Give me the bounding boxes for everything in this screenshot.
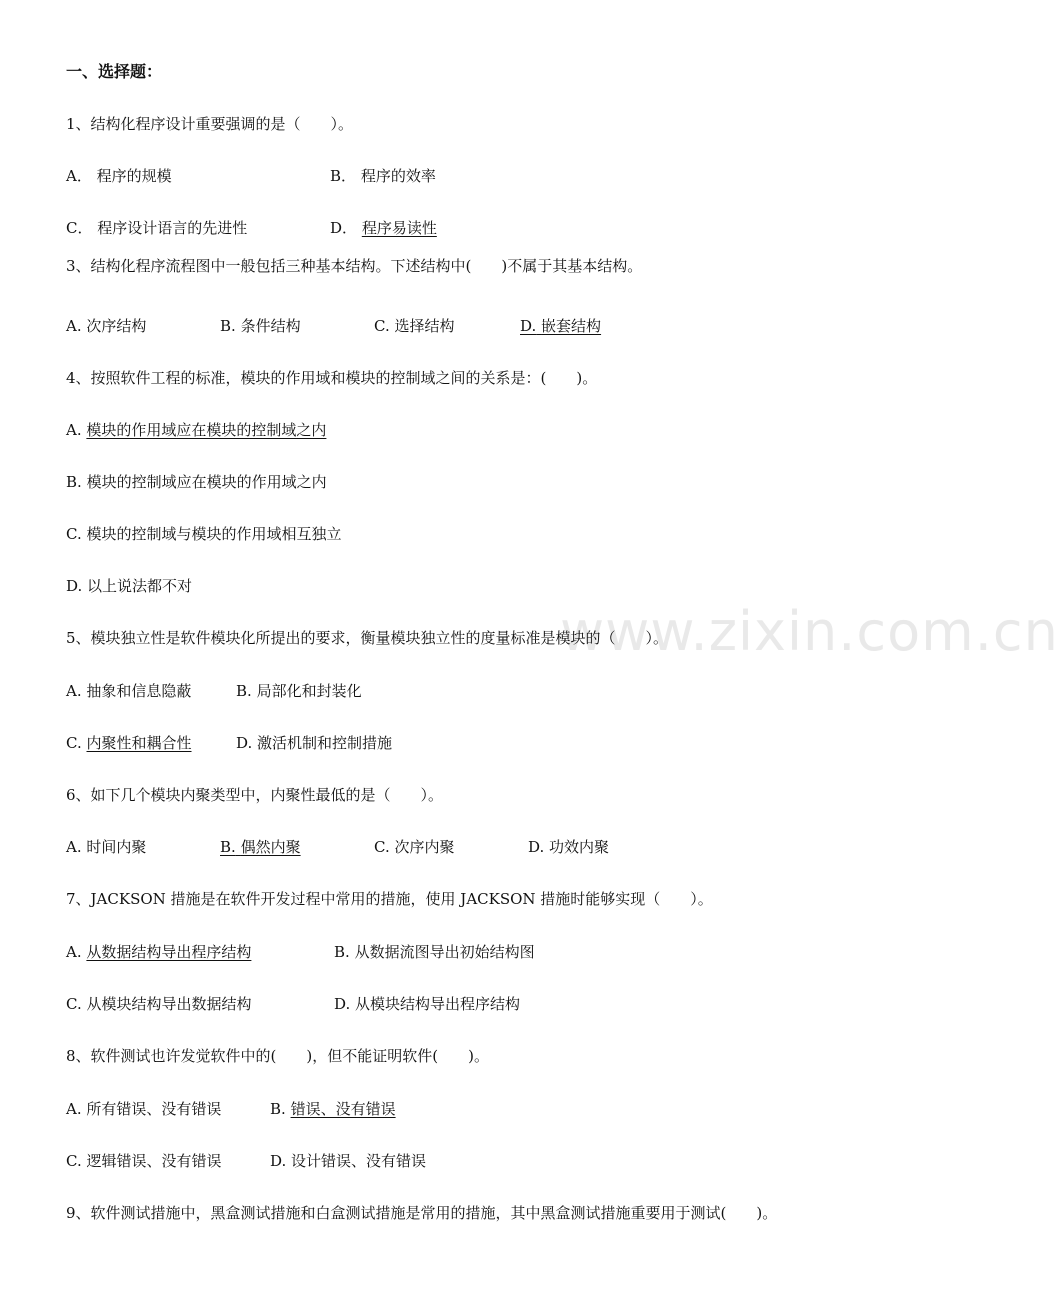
option-label: C. — [66, 525, 82, 543]
question-4-stem: 4、按照软件工程的标准，模块的作用域和模块的控制域之间的关系是：( )。 — [66, 369, 598, 387]
option-label: C. — [66, 1152, 82, 1170]
question-8-option-a — [66, 1099, 221, 1119]
question-4-option-d — [66, 576, 192, 596]
question-8-option-c — [66, 1151, 222, 1171]
option-text: 功效内聚 — [549, 838, 610, 856]
question-1-option-c — [66, 218, 247, 238]
question-3-option-b — [220, 316, 301, 336]
option-label: A. — [66, 838, 82, 856]
option-text: 选择结构 — [394, 317, 455, 335]
question-5-option-d — [236, 733, 392, 753]
question-6-option-a — [66, 837, 146, 857]
watermark: www.zixin.com.cn — [560, 600, 1059, 663]
option-text: 模块的控制域应在模块的作用域之内 — [86, 473, 327, 491]
option-text-answer: 从数据结构导出程序结构 — [86, 943, 252, 961]
option-label: B. — [334, 943, 350, 961]
question-3-option-a — [66, 316, 146, 336]
option-text: 逻辑错误、没有错误 — [86, 1152, 222, 1170]
option-text: 次序内聚 — [394, 838, 455, 856]
question-5-option-a — [66, 681, 191, 701]
option-text: 设计错误、没有错误 — [291, 1152, 427, 1170]
question-8-option-b — [270, 1099, 396, 1119]
option-label: B. — [220, 317, 236, 335]
option-label: A. — [66, 317, 82, 335]
option-text: 从数据流图导出初始结构图 — [354, 943, 535, 961]
option-label: C. — [374, 317, 390, 335]
question-3-option-c — [374, 316, 455, 336]
option-text: 次序结构 — [86, 317, 147, 335]
question-1-option-d — [330, 218, 437, 238]
option-label: C. — [374, 838, 390, 856]
option-text-answer: 偶然内聚 — [240, 838, 301, 856]
question-8-option-d — [270, 1151, 426, 1171]
option-text-answer: 错误、没有错误 — [290, 1100, 396, 1118]
question-6-option-d — [528, 837, 609, 857]
option-text: 时间内聚 — [86, 838, 147, 856]
option-text-answer: 嵌套结构 — [541, 317, 602, 335]
option-text: 程序的规模 — [96, 167, 172, 185]
option-label: D. — [520, 317, 537, 335]
question-7-stem: 7、JACKSON 措施是在软件开发过程中常用的措施，使用 JACKSON 措施时能够实现（ ）。 — [66, 890, 713, 908]
option-text: 以上说法都不对 — [87, 577, 193, 595]
option-label: A. — [66, 943, 82, 961]
option-text: 程序设计语言的先进性 — [97, 219, 248, 237]
option-label: B. — [236, 682, 252, 700]
option-text-answer: 内聚性和耦合性 — [86, 734, 192, 752]
option-label: A. — [66, 421, 82, 439]
option-label: B. — [270, 1100, 286, 1118]
question-6-option-c — [374, 837, 455, 857]
option-label: D. — [66, 577, 83, 595]
question-7-option-c — [66, 994, 252, 1014]
option-label: B. — [220, 838, 236, 856]
option-text: 模块的控制域与模块的作用域相互独立 — [86, 525, 342, 543]
option-text: 条件结构 — [240, 317, 301, 335]
option-label: D． — [330, 219, 358, 237]
option-text: 激活机制和控制措施 — [257, 734, 393, 752]
option-label: C. — [66, 734, 82, 752]
option-label: D. — [270, 1152, 287, 1170]
option-label: D. — [334, 995, 351, 1013]
option-text-answer: 程序易读性 — [361, 219, 437, 237]
question-1-stem: 1、结构化程序设计重要强调的是（ ）。 — [66, 115, 354, 133]
option-label: B． — [330, 167, 357, 185]
option-text: 从模块结构导出程序结构 — [355, 995, 521, 1013]
option-label: D. — [236, 734, 253, 752]
question-7-option-b — [334, 942, 535, 962]
option-label: A． — [66, 167, 92, 185]
section-title: 一、选择题： — [66, 62, 163, 81]
question-3-option-d — [520, 316, 601, 336]
option-label: A. — [66, 682, 82, 700]
option-text-answer: 模块的作用域应在模块的控制域之内 — [86, 421, 327, 439]
question-7-option-d — [334, 994, 520, 1014]
question-4-option-b — [66, 472, 327, 492]
question-8-stem: 8、软件测试也许发觉软件中的( )，但不能证明软件( )。 — [66, 1047, 489, 1065]
question-4-option-c — [66, 524, 342, 544]
option-text: 所有错误、没有错误 — [86, 1100, 222, 1118]
question-4-option-a — [66, 420, 326, 440]
question-5-option-b — [236, 681, 362, 701]
question-1-option-a — [66, 166, 172, 186]
option-label: C. — [66, 995, 82, 1013]
question-5-option-c — [66, 733, 192, 753]
question-1-option-b — [330, 166, 436, 186]
question-5-stem: 5、模块独立性是软件模块化所提出的要求，衡量模块独立性的度量标准是模块的（ ）。 — [66, 629, 669, 647]
option-text: 抽象和信息隐蔽 — [86, 682, 192, 700]
option-label: A. — [66, 1100, 82, 1118]
question-6-stem: 6、如下几个模块内聚类型中，内聚性最低的是（ ）。 — [66, 786, 444, 804]
question-3-stem: 3、结构化程序流程图中一般包括三种基本结构。下述结构中( )不属于其基本结构。 — [66, 257, 643, 275]
question-7-option-a — [66, 942, 251, 962]
option-text: 局部化和封装化 — [256, 682, 362, 700]
option-label: B. — [66, 473, 82, 491]
option-label: D. — [528, 838, 545, 856]
option-text: 从模块结构导出数据结构 — [86, 995, 252, 1013]
question-9-stem: 9、软件测试措施中，黑盒测试措施和白盒测试措施是常用的措施，其中黑盒测试措施重要用于测试( )。 — [66, 1204, 778, 1222]
question-6-option-b — [220, 837, 301, 857]
option-label: C． — [66, 219, 93, 237]
option-text: 程序的效率 — [360, 167, 436, 185]
